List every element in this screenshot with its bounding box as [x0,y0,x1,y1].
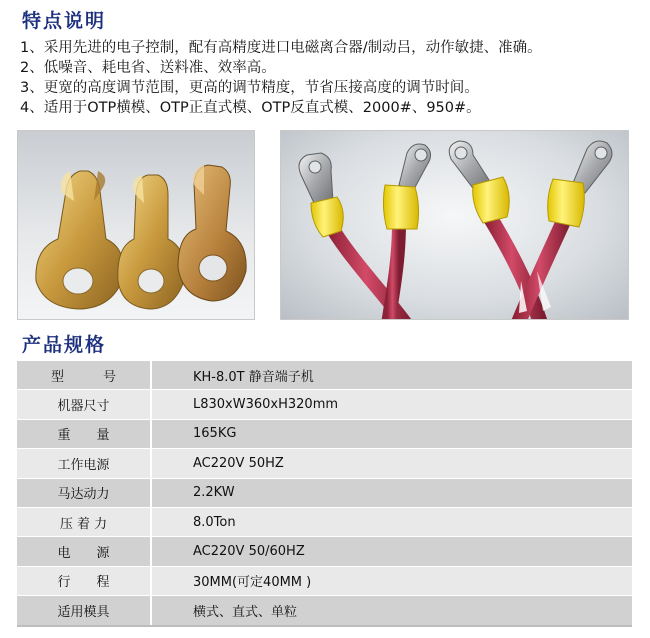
spec-row [17,566,632,595]
spec-value: 165KG [152,419,632,448]
spec-row [17,507,632,536]
spec-row [17,449,632,478]
spec-value: KH-8.0T 静音端子机 [152,361,632,390]
spec-value: AC220V 50HZ [152,449,632,478]
ring-terminal-c [449,141,509,223]
spec-row [17,361,632,390]
wired-terminals-photo [280,130,629,320]
feature-item-1: 1、采用先进的电子控制，配有高精度进口电磁离合器/制动吕，动作敏捷、准确。 [20,40,542,56]
terminal-1 [36,171,123,309]
spec-label: 适用模具 [17,596,150,626]
features-list [20,38,542,118]
ring-terminal-d [548,141,612,227]
spec-row [17,537,632,566]
ring-terminal-a [299,153,343,237]
specs-title: 产品规格 [22,334,107,356]
specs-table [17,361,632,627]
feature-item-2: 2、低噪音、耗电省、送料准、效率高。 [20,60,276,76]
spec-value: 8.0Ton [152,507,632,536]
terminal-3 [178,165,246,301]
spec-row [17,419,632,448]
terminal-2 [118,175,185,309]
spec-value: L830xW360xH320mm [152,390,632,419]
ring-terminal-b [383,144,430,229]
features-title: 特点说明 [22,10,107,32]
spec-label: 压 着 力 [17,507,150,536]
spec-label: 机器尺寸 [17,390,150,419]
spec-row [17,478,632,507]
brass-terminals-photo [17,130,255,320]
spec-label: 电 源 [17,537,150,566]
spec-row [17,390,632,419]
spec-label: 马达动力 [17,478,150,507]
spec-label: 工作电源 [17,449,150,478]
spec-row [17,596,632,626]
spec-value: 30MM(可定40MM ) [152,566,632,595]
spec-label: 重 量 [17,419,150,448]
spec-label: 型 号 [17,361,150,390]
feature-item-3: 3、更宽的高度调节范围，更高的调节精度，节省压接高度的调节时间。 [20,80,479,96]
spec-value: AC220V 50/60HZ [152,537,632,566]
spec-label: 行 程 [17,566,150,595]
feature-item-4: 4、适用于OTP横模、OTP正直式模、OTP反直式模、2000#、950#。 [20,100,481,116]
wire-2 [387,223,399,320]
spec-value: 2.2KW [152,478,632,507]
spec-value: 横式、直式、单粒 [152,596,632,626]
